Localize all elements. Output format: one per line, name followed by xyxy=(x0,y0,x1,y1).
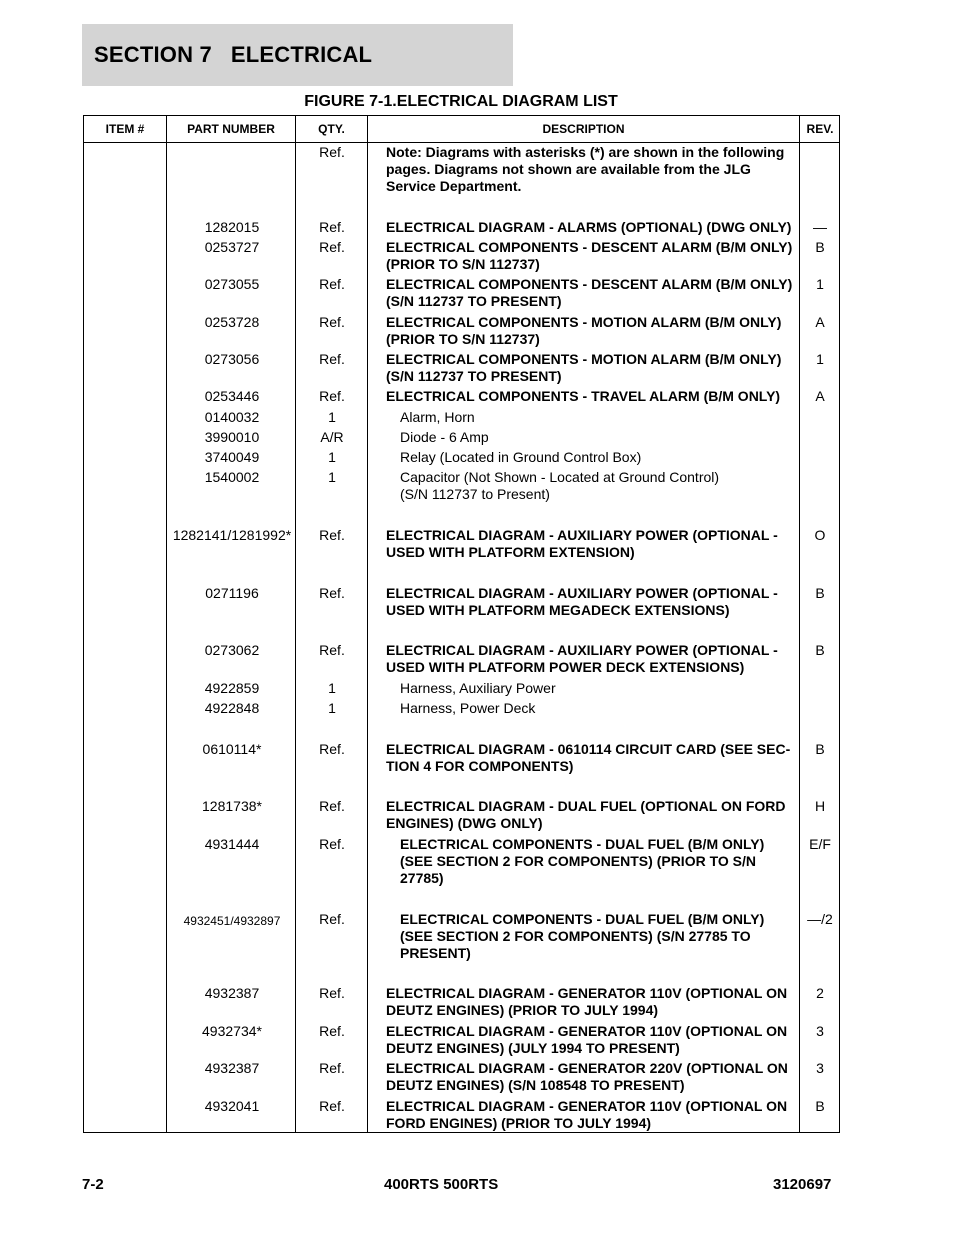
qty: Ref. xyxy=(319,1023,345,1039)
qty: Ref. xyxy=(319,239,345,255)
part-number: 0273056 xyxy=(204,351,260,367)
rev: B xyxy=(815,239,825,255)
part-number: 1282015 xyxy=(204,219,260,235)
header-divider xyxy=(84,142,839,143)
header-item: ITEM # xyxy=(105,122,145,136)
part-number: 4932734* xyxy=(202,1023,262,1039)
part-number: 1281738* xyxy=(202,798,262,814)
part-number: 1282141/1281992* xyxy=(172,527,292,543)
description: ELECTRICAL COMPONENTS - DUAL FUEL (B/M ONLY) (SEE SECTION 2 FOR COMPONENTS) (S/N 27785 TO PRESENT) xyxy=(400,911,765,961)
description: ELECTRICAL DIAGRAM - ALARMS (OPTIONAL) (DWG ONLY) xyxy=(386,219,792,235)
qty: Ref. xyxy=(319,144,345,160)
rev: B xyxy=(815,642,825,658)
header-rev: REV. xyxy=(806,122,834,136)
qty: Ref. xyxy=(319,585,345,601)
description: Alarm, Horn xyxy=(400,409,475,425)
rev: A xyxy=(815,314,825,330)
qty: 1 xyxy=(328,469,336,485)
rev: B xyxy=(815,585,825,601)
qty: Ref. xyxy=(319,911,345,927)
qty: Ref. xyxy=(319,314,345,330)
part-number: 0271196 xyxy=(205,585,259,601)
part-number: 4932387 xyxy=(204,1060,260,1076)
rev: 2 xyxy=(816,985,824,1001)
figure-title: FIGURE 7-1.ELECTRICAL DIAGRAM LIST xyxy=(304,93,618,110)
section-title: SECTION 7 ELECTRICAL xyxy=(94,42,373,67)
description: Capacitor (Not Shown - Located at Ground Control) (S/N 112737 to Present) xyxy=(400,469,720,502)
rev: B xyxy=(815,1098,825,1114)
description: ELECTRICAL DIAGRAM - GENERATOR 110V (OPTIONAL ON DEUTZ ENGINES) (PRIOR TO JULY 1994) xyxy=(386,985,788,1018)
rev: H xyxy=(814,798,826,814)
qty: Ref. xyxy=(319,836,345,852)
column-divider xyxy=(367,116,368,1132)
description: ELECTRICAL COMPONENTS - MOTION ALARM (B/M ONLY) (S/N 112737 TO PRESENT) xyxy=(386,351,782,384)
description: ELECTRICAL DIAGRAM - DUAL FUEL (OPTIONAL ON FORD ENGINES) (DWG ONLY) xyxy=(386,798,786,831)
part-number: 3990010 xyxy=(204,429,260,445)
part-number: 4922848 xyxy=(204,700,260,716)
section-header xyxy=(82,24,513,86)
rev: E/F xyxy=(809,836,831,852)
header-description: DESCRIPTION xyxy=(542,122,625,136)
qty: A/R xyxy=(320,429,344,445)
description: Harness, Auxiliary Power xyxy=(400,680,556,696)
part-number: 0273062 xyxy=(204,642,260,658)
column-divider xyxy=(166,116,167,1132)
description: ELECTRICAL DIAGRAM - 0610114 CIRCUIT CARD (SEE SEC-TION 4 FOR COMPONENTS) xyxy=(386,741,791,774)
description: ELECTRICAL DIAGRAM - AUXILIARY POWER (OPTIONAL - USED WITH PLATFORM EXTENSION) xyxy=(386,527,778,560)
part-number: 0273055 xyxy=(204,276,260,292)
part-number: 4922859 xyxy=(204,680,260,696)
qty: Ref. xyxy=(319,985,345,1001)
rev: —/2 xyxy=(807,911,833,927)
description: ELECTRICAL COMPONENTS - MOTION ALARM (B/M ONLY) (PRIOR TO S/N 112737) xyxy=(386,314,782,347)
column-divider xyxy=(799,116,800,1132)
part-number: 1540002 xyxy=(204,469,260,485)
column-divider xyxy=(295,116,296,1132)
qty: Ref. xyxy=(319,1098,345,1114)
description: ELECTRICAL COMPONENTS - DUAL FUEL (B/M ONLY) (SEE SECTION 2 FOR COMPONENTS) (PRIOR TO S/N 27785) xyxy=(400,836,765,886)
rev: — xyxy=(813,219,827,235)
qty: Ref. xyxy=(319,219,345,235)
qty: Ref. xyxy=(319,1060,345,1076)
description: ELECTRICAL DIAGRAM - AUXILIARY POWER (OPTIONAL - USED WITH PLATFORM POWER DECK EXTENSIONS) xyxy=(386,642,778,675)
document-number: 3120697 xyxy=(773,1176,832,1193)
description: Harness, Power Deck xyxy=(400,700,536,716)
qty: Ref. xyxy=(319,388,345,404)
rev: A xyxy=(815,388,825,404)
part-number: 3740049 xyxy=(204,449,260,465)
qty: 1 xyxy=(328,680,336,696)
part-number: 0253728 xyxy=(204,314,260,330)
qty: 1 xyxy=(328,409,336,425)
description: Note: Diagrams with asterisks (*) are shown in the following pages. Diagrams not shown are available from the JLG Service Department. xyxy=(386,144,785,194)
model-name: 400RTS 500RTS xyxy=(384,1176,499,1193)
rev: O xyxy=(814,527,826,543)
header-part-number: PART NUMBER xyxy=(187,122,275,136)
rev: 1 xyxy=(816,276,824,292)
rev: 3 xyxy=(816,1060,824,1076)
header-qty: QTY. xyxy=(318,122,345,136)
qty: Ref. xyxy=(319,642,345,658)
description: Relay (Located in Ground Control Box) xyxy=(400,449,642,465)
description: ELECTRICAL COMPONENTS - DESCENT ALARM (B/M ONLY) (S/N 112737 TO PRESENT) xyxy=(386,276,793,309)
qty: Ref. xyxy=(319,527,345,543)
part-number: 4932387 xyxy=(204,985,260,1001)
rev: 1 xyxy=(816,351,824,367)
page-number: 7-2 xyxy=(82,1176,104,1193)
description: Diode - 6 Amp xyxy=(400,429,489,445)
rev: 3 xyxy=(816,1023,824,1039)
part-number: 4932451/4932897 xyxy=(183,914,281,928)
qty: Ref. xyxy=(319,351,345,367)
part-number: 4932041 xyxy=(204,1098,260,1114)
qty: 1 xyxy=(328,700,336,716)
description: ELECTRICAL COMPONENTS - DESCENT ALARM (B/M ONLY) (PRIOR TO S/N 112737) xyxy=(386,239,793,272)
qty: Ref. xyxy=(319,741,345,757)
description: ELECTRICAL DIAGRAM - GENERATOR 110V (OPTIONAL ON DEUTZ ENGINES) (JULY 1994 TO PRESENT) xyxy=(386,1023,788,1056)
part-number: 0610114* xyxy=(202,741,262,757)
part-number: 0253727 xyxy=(204,239,260,255)
qty: Ref. xyxy=(319,276,345,292)
diagram-list-table xyxy=(83,115,840,1133)
rev: B xyxy=(815,741,825,757)
description: ELECTRICAL COMPONENTS - TRAVEL ALARM (B/M ONLY) xyxy=(386,388,781,404)
qty: 1 xyxy=(328,449,336,465)
description: ELECTRICAL DIAGRAM - GENERATOR 110V (OPTIONAL ON FORD ENGINES) (PRIOR TO JULY 1994) xyxy=(386,1098,788,1131)
description: ELECTRICAL DIAGRAM - AUXILIARY POWER (OPTIONAL - USED WITH PLATFORM MEGADECK EXTENSIONS) xyxy=(386,585,778,618)
part-number: 0253446 xyxy=(204,388,260,404)
part-number: 4931444 xyxy=(204,836,260,852)
part-number: 0140032 xyxy=(204,409,260,425)
description: ELECTRICAL DIAGRAM - GENERATOR 220V (OPTIONAL ON DEUTZ ENGINES) (S/N 108548 TO PRESENT) xyxy=(386,1060,788,1093)
qty: Ref. xyxy=(319,798,345,814)
